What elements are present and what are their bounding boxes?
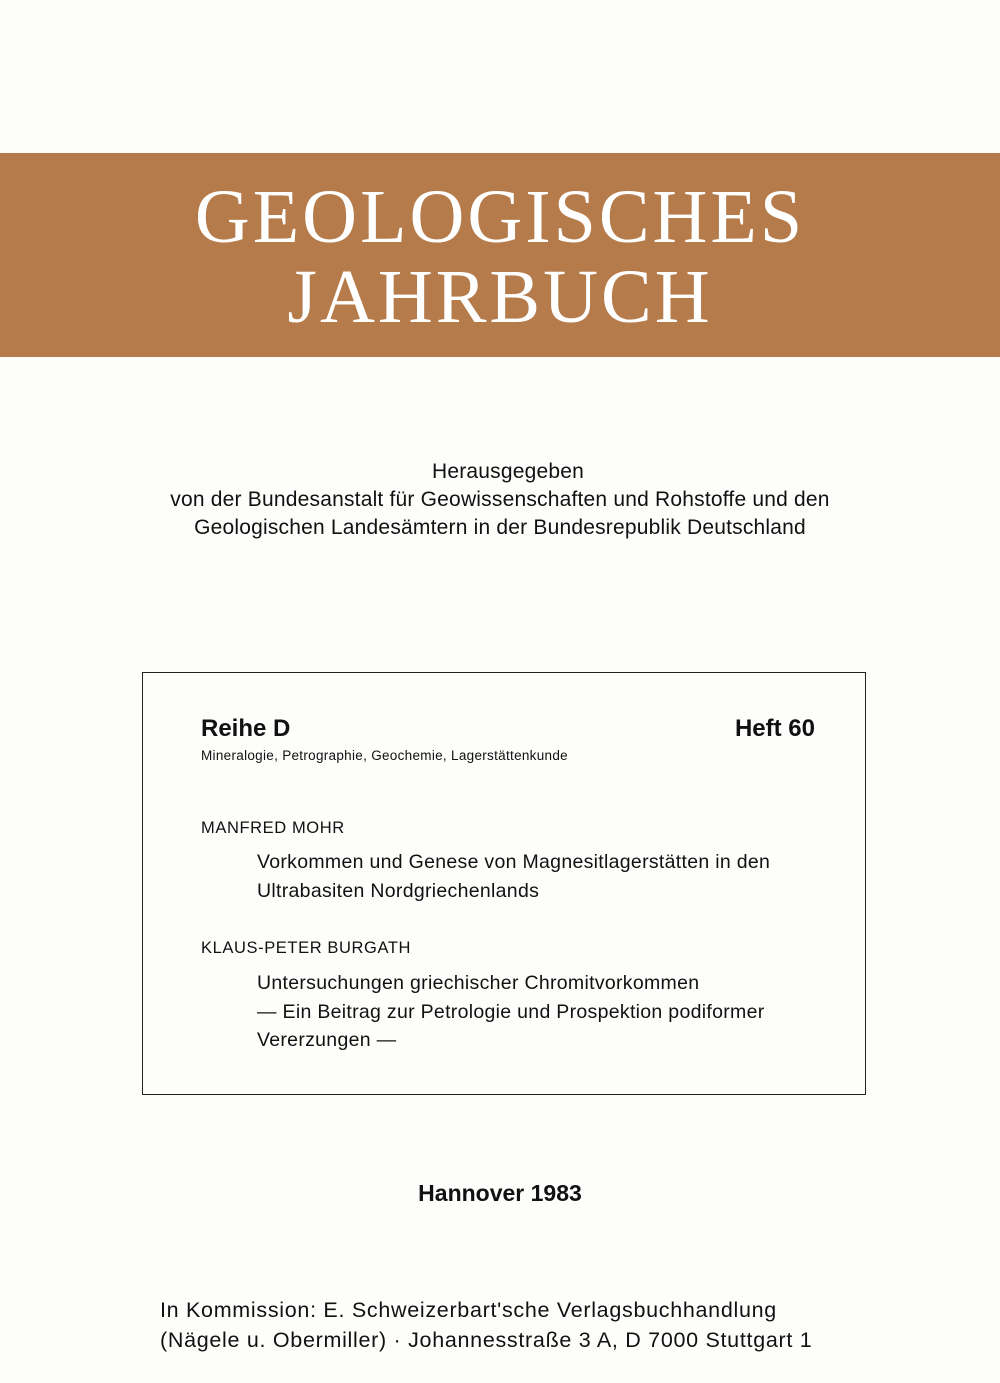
article-2-title xyxy=(257,969,827,1055)
title-band xyxy=(0,153,1000,357)
series-subtitle: Mineralogie, Petrographie, Geochemie, Lagerstättenkunde xyxy=(201,748,568,763)
article-2-title-line: Vererzungen — xyxy=(257,1029,397,1051)
article-1-title xyxy=(257,848,827,905)
place-year: Hannover 1983 xyxy=(418,1180,582,1206)
article-2-author: KLAUS-PETER BURGATH xyxy=(201,939,412,957)
publisher-block xyxy=(0,458,1000,542)
contents-box xyxy=(142,672,866,1095)
issue-label: Heft 60 xyxy=(734,715,815,742)
article-2-title-line: — Ein Beitrag zur Petrologie und Prospektion podiformer xyxy=(257,1000,765,1023)
publisher-line-3: Geologischen Landesämtern in der Bundesrepublik Deutschland xyxy=(194,516,806,539)
article-2-title-line: Untersuchungen griechischer Chromitvorkommen xyxy=(257,972,700,994)
article-1-title-line: Vorkommen und Genese von Magnesitlagerstätten in den xyxy=(257,851,771,873)
journal-title-line2: JAHRBUCH xyxy=(287,255,713,339)
journal-title-line1: GEOLOGISCHES xyxy=(194,175,806,259)
publisher-line-2: von der Bundesanstalt für Geowissenschaften und Rohstoffe und den xyxy=(170,488,830,511)
article-1-author: MANFRED MOHR xyxy=(201,819,345,837)
publisher-line-1: Herausgegeben xyxy=(431,460,585,483)
commission-line-1: In Kommission: E. Schweizerbart'sche Verlagsbuchhandlung xyxy=(160,1298,777,1322)
commission-line-2: (Nägele u. Obermiller) · Johannesstraße 3 A, D 7000 Stuttgart 1 xyxy=(160,1328,813,1352)
article-1-title-line: Ultrabasiten Nordgriechenlands xyxy=(257,879,540,902)
commission-block xyxy=(160,1295,812,1355)
series-label: Reihe D xyxy=(201,715,291,742)
